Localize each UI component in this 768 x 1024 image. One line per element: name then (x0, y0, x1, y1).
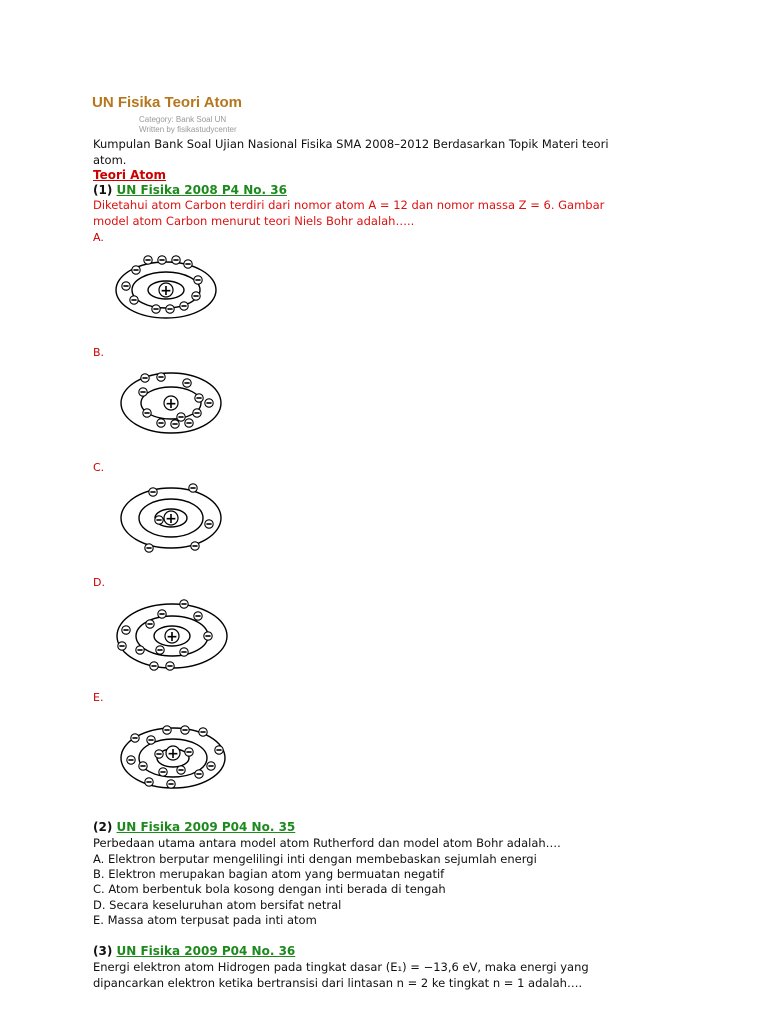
electron-icon (166, 662, 174, 670)
option-d-label: D. (93, 576, 105, 589)
electron-icon (136, 646, 144, 654)
nucleus-icon (164, 511, 178, 527)
question-1-header (93, 183, 287, 197)
electron-icon (130, 296, 138, 304)
question-2-choice-a: A. Elektron berputar mengelilingi inti dengan membebaskan sejumlah energi (93, 852, 537, 866)
electron-icon (155, 516, 163, 524)
question-2-choice-b: B. Elektron merupakan bagian atom yang bermuatan negatif (93, 867, 445, 881)
question-1-link[interactable]: UN Fisika 2008 P4 No. 36 (116, 183, 287, 197)
electron-icon (147, 736, 155, 744)
atom-diagram-a (110, 252, 225, 327)
svg-text:+: + (165, 511, 177, 527)
question-1-number: (1) (93, 183, 113, 197)
svg-text:+: + (165, 396, 177, 412)
electron-icon (139, 762, 147, 770)
electron-icon (163, 726, 171, 734)
electron-icon (145, 778, 153, 786)
svg-text:+: + (167, 746, 179, 762)
electron-icon (185, 419, 193, 427)
atom-diagram-e (115, 720, 240, 800)
question-3-header (93, 944, 295, 958)
electron-icon (127, 756, 135, 764)
question-3-number: (3) (93, 944, 113, 958)
electron-icon (185, 748, 193, 756)
question-2-choice-e: E. Massa atom terpusat pada inti atom (93, 913, 317, 927)
question-2-number: (2) (93, 820, 113, 834)
svg-text:+: + (166, 629, 178, 645)
electron-icon (191, 542, 199, 550)
nucleus-icon (165, 629, 179, 645)
svg-text:+: + (160, 283, 172, 299)
section-title[interactable]: Teori Atom (93, 168, 166, 182)
electron-icon (143, 409, 151, 417)
electron-icon (145, 544, 153, 552)
electron-icon (149, 488, 157, 496)
question-2-choice-d: D. Secara keseluruhan atom bersifat netral (93, 898, 342, 912)
electron-icon (195, 770, 203, 778)
intro-text: Kumpulan Bank Soal Ujian Nasional Fisika SMA 2008–2012 Berdasarkan Topik Materi teori atom. (93, 137, 609, 167)
electron-icon (180, 600, 188, 608)
electron-icon (180, 648, 188, 656)
electron-icon (177, 766, 185, 774)
electron-icon (146, 620, 154, 628)
electron-icon (157, 419, 165, 427)
option-a-label: A. (93, 231, 104, 244)
electron-icon (158, 610, 166, 618)
electron-icon (144, 256, 152, 264)
option-c-label: C. (93, 461, 105, 474)
electron-icon (158, 256, 166, 264)
electron-icon (156, 646, 164, 654)
nucleus-icon (164, 396, 178, 412)
question-3-link[interactable]: UN Fisika 2009 P04 No. 36 (116, 944, 296, 958)
atom-diagram-d (112, 596, 242, 676)
electron-icon (141, 374, 149, 382)
electron-icon (132, 266, 140, 274)
electron-icon (204, 632, 212, 640)
electron-icon (155, 750, 163, 758)
question-3-text: Energi elektron atom Hidrogen pada tingkat dasar (E₁) = −13,6 eV, maka energi yang dipancarkan elektron ketika bertransisi dari lintasan n = 2 ke tingkat n = 1 adalah…. (93, 960, 589, 990)
electron-icon (192, 292, 200, 300)
electron-icon (194, 612, 202, 620)
electron-icon (194, 276, 202, 284)
electron-icon (150, 662, 158, 670)
electron-icon (215, 746, 223, 754)
electron-icon (122, 626, 130, 634)
electron-icon (157, 373, 165, 381)
electron-icon (205, 399, 213, 407)
category-label[interactable]: Category: Bank Soal UN (139, 115, 227, 124)
page-title: UN Fisika Teori Atom (92, 94, 243, 111)
electron-icon (177, 413, 185, 421)
question-2-link[interactable]: UN Fisika 2009 P04 No. 35 (116, 820, 296, 834)
electron-icon (122, 282, 130, 290)
electron-icon (207, 762, 215, 770)
electron-icon (199, 728, 207, 736)
atom-diagram-b (115, 365, 230, 440)
question-2-choice-c: C. Atom berbentuk bola kosong dengan inti berada di tengah (93, 882, 446, 896)
question-2-text: Perbedaan utama antara model atom Rutherford dan model atom Bohr adalah…. (93, 836, 561, 850)
author-label[interactable]: Written by fisikastudycenter (139, 125, 237, 134)
electron-icon (184, 260, 192, 268)
electron-icon (131, 734, 139, 742)
nucleus-icon (166, 746, 180, 762)
atom-diagram-c (115, 480, 230, 555)
electron-icon (181, 726, 189, 734)
electron-icon (152, 305, 160, 313)
electron-icon (180, 302, 188, 310)
electron-icon (172, 256, 180, 264)
electron-icon (171, 420, 179, 428)
electron-icon (189, 484, 197, 492)
electron-icon (205, 520, 213, 528)
electron-icon (193, 409, 201, 417)
question-2-header (93, 820, 295, 834)
option-b-label: B. (93, 346, 105, 359)
electron-icon (167, 780, 175, 788)
electron-icon (139, 388, 147, 396)
electron-icon (159, 768, 167, 776)
electron-icon (166, 305, 174, 313)
electron-icon (118, 642, 126, 650)
electron-icon (195, 394, 203, 402)
question-1-text: Diketahui atom Carbon terdiri dari nomor atom A = 12 dan nomor massa Z = 6. Gambar model atom Carbon menurut teori Niels Bohr adalah….. (93, 198, 605, 228)
electron-icon (183, 379, 191, 387)
option-e-label: E. (93, 691, 104, 704)
nucleus-icon (159, 283, 173, 299)
